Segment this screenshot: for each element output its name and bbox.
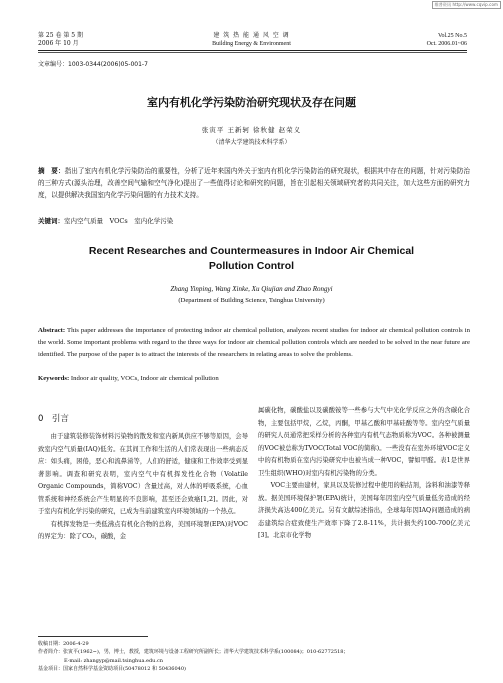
authors-cn: 张寅平 王新轲 徐秋健 赵荣义 xyxy=(201,126,302,134)
title-en-line1: Recent Researches and Countermeasures in Indoor Air Chemical xyxy=(88,245,415,257)
body-paragraph: 属碳化物，碳酸盐以及碳酸铵等一些参与大气中光化学反应之外的含碳化合物，主要包括甲烷，乙烷，丙酮，甲基乙酸和甲基硅酸等等。室内空气质量的研究人员通常把采样分析的各种室内有机气态物质称为VOC。各种被测量的VOC被总称为TVOC(Total VOC的简称)。一些没有在室外环境VOC定义中的有机物质在室内污染研究中也被当成一种VOC，譬如甲醛。表1是世界卫生组织(WHO)对室内有机污染物的分类。 xyxy=(258,407,470,477)
author-bio: 作者简介：张寅平(1962~)，男，博士，教授，建筑环境与设备工程研究所副所长；清华大学建筑技术科学系(100084)；010-62772518； xyxy=(38,649,349,656)
footnotes xyxy=(38,640,470,673)
paper-title-cn: 室内有机化学污染防治研究现状及存在问题 xyxy=(147,96,356,109)
header-rule xyxy=(38,50,467,51)
abstract-en xyxy=(38,325,470,361)
article-number: 文章编号：1003-0344(2006)05-001-7 xyxy=(38,61,148,68)
date-pages-en: Oct. 2006.01~06 xyxy=(426,41,467,47)
body-paragraph: 有机挥发物是一类低沸点有机化合物的总称，美国环境署(EPA)对VOC的界定为：除了CO₂，碳酸，金 xyxy=(38,520,248,540)
abstract-cn-label: 摘 要： xyxy=(38,167,65,175)
authors-en: Zhang Yinping, Wang Xinke, Xu Qiujian and Zhao Rongyi xyxy=(170,285,333,293)
affiliation-en: (Department of Building Science, Tsinghua University) xyxy=(178,297,325,304)
keywords-en-label: Keywords: xyxy=(38,375,70,382)
watermark: 维普资讯 http://www.cqvip.com xyxy=(432,1,501,9)
footnote-rule xyxy=(38,636,148,637)
body-paragraph: VOC主要由建材，家具以及装修过程中使用的粘结剂，涂料和油漆等释放。据美国环境保护署(EPA)统计，美国每年因室内空气质量低劣造成的经济损失高达400亿美元。另有文献综述指出，全球每年因IAQ问题造成的病态建筑综合症致使生产效率下降了2.8-11%，共计损失约100-700亿美元[3]。北京市化学物 xyxy=(258,482,470,539)
body-paragraph: 由于建筑装修装饰材料污染物的散发和室内新风供应不够等原因，会导致室内空气质量(IAQ)低劣。在其间工作和生活的人们常表现出一些病态反应：如头痛，困倦，恶心和流鼻涕等，人们的舒适，健康和工作效率受到显著影响。调查和研究表明，室内空气中有机挥发性化合物（Volatile Organic Compounds，简称VOC）含量过高，对人体的呼吸系统，心血管系统和神经系统会产生明显的不良影响，甚至还会致癌[1,2]。因此，对于室内有机化学污染的研究，已成为当前建筑室内环境领域的一个热点。 xyxy=(38,433,248,515)
affiliation-cn: （清华大学建筑技术科学系） xyxy=(212,139,291,146)
author-email: E-mail: zhangyp@mail.tsinghua.edu.cn xyxy=(64,657,164,664)
journal-name-cn: 建 筑 热 能 通 风 空 调 xyxy=(213,32,290,39)
funding-info: 基金项目：国家自然科学基金资助项目(50478012 和 50436040) xyxy=(38,665,186,672)
keywords-en-text: Indoor air quality, VOCs, Indoor air chemical pollution xyxy=(69,375,219,382)
paper-title-en xyxy=(0,244,503,274)
header-rule-thin xyxy=(38,52,467,53)
journal-volume-en xyxy=(427,32,467,48)
received-date: 收稿日期：2006-4-29 xyxy=(38,641,89,647)
abstract-cn-text: 指出了室内有机化学污染防治的重要性，分析了近年来国内外关于室内有机化学污染防治的研究现状，根据其中存在的问题，针对污染防治的三种方式(源头治理，改善空间气输和空气净化)提出了一些值得讨论和研究的问题，旨在引起相关领域研究者的共同关注，加大这些方面的研究力度，以提供解决我国室内化学污染问题的有力技术支持。 xyxy=(38,167,471,199)
body-column-left xyxy=(38,431,248,544)
abstract-en-text: This paper addresses the importance of protecting indoor air chemical pollution, analyzes recent studies for indoor air chemical pollution controls in the world. Some important problems with regard to the three ways for indoor air chemical pollution controls which are needed to be solved in the near future are identified. The purpose of the paper is to attract the interests of the researchers in relating areas to solve the problems. xyxy=(38,327,470,358)
keywords-en xyxy=(38,375,219,382)
volume-number-en: Vol.25 No.5 xyxy=(437,33,467,39)
volume-issue: 第 25 卷 第 5 期 xyxy=(38,32,83,39)
issue-date: 2006 年 10 月 xyxy=(38,40,79,47)
keywords-cn-label: 关键词： xyxy=(38,217,64,225)
keywords-cn xyxy=(38,216,173,225)
body-column-right xyxy=(258,405,470,543)
abstract-en-label: Abstract: xyxy=(38,327,66,334)
title-en-line2: Pollution Control xyxy=(208,260,295,272)
abstract-cn xyxy=(38,165,470,201)
keywords-cn-text: 室内空气质量 VOCs 室内化学污染 xyxy=(64,217,174,225)
journal-name-en: Building Energy & Environment xyxy=(212,41,291,47)
section-heading-introduction: 0 引言 xyxy=(38,414,69,424)
